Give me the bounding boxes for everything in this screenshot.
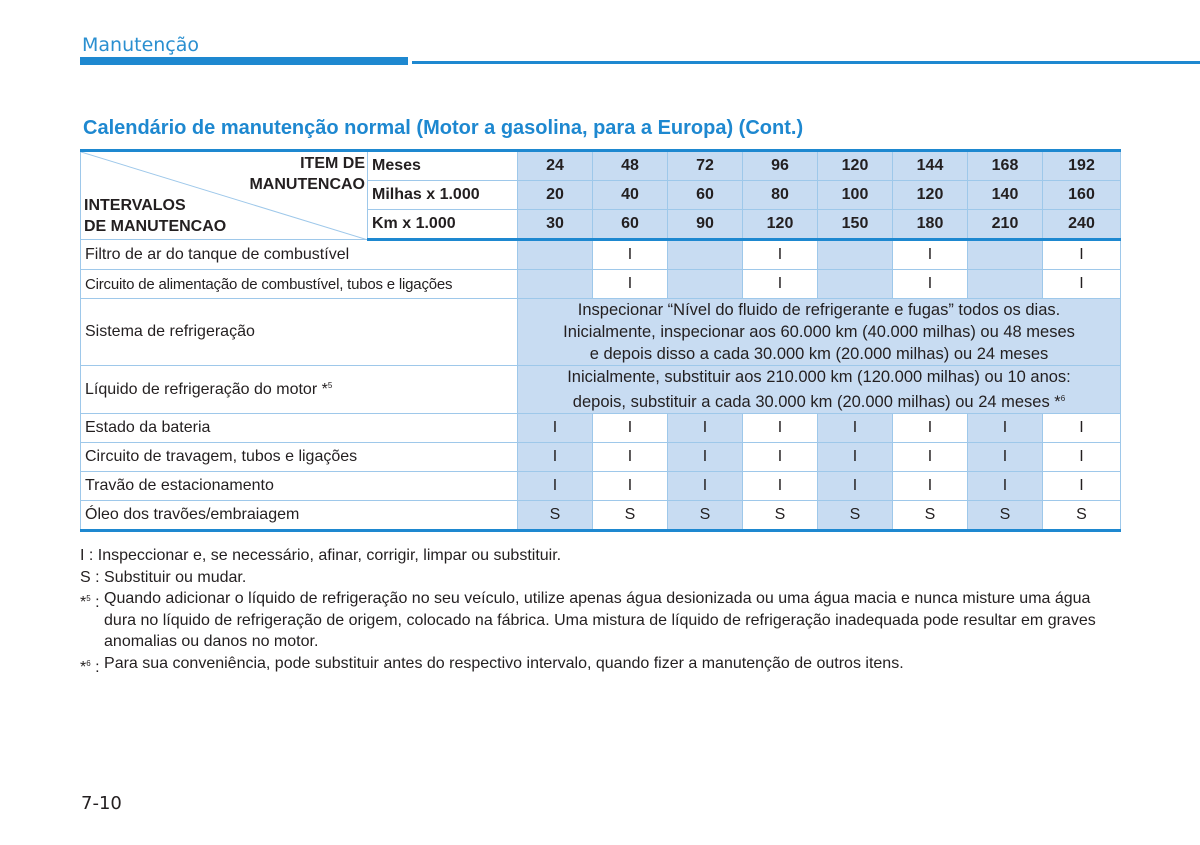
table-row bbox=[81, 472, 1121, 501]
schedule-cell: S bbox=[968, 501, 1043, 531]
schedule-cell: I bbox=[593, 472, 668, 501]
interval-value: 24 bbox=[518, 151, 593, 181]
interval-value: 168 bbox=[968, 151, 1043, 181]
schedule-cell: I bbox=[1043, 443, 1121, 472]
interval-value: 144 bbox=[893, 151, 968, 181]
schedule-cell: I bbox=[968, 443, 1043, 472]
page-number: 7-10 bbox=[81, 793, 122, 814]
interval-unit-label: Meses bbox=[368, 151, 518, 181]
schedule-cell: I bbox=[668, 414, 743, 443]
corner-item-line: MANUTENCAO bbox=[249, 176, 365, 193]
schedule-cell bbox=[968, 240, 1043, 270]
interval-value: 40 bbox=[593, 181, 668, 210]
maintenance-item-label: Estado da bateria bbox=[85, 419, 211, 436]
maintenance-item-label: Líquido de refrigeração do motor * bbox=[85, 380, 328, 398]
maintenance-item-label: Sistema de refrigeração bbox=[85, 323, 255, 340]
note-key-separator: : bbox=[90, 658, 105, 676]
footnote-ref: 6 bbox=[86, 658, 91, 668]
table-row bbox=[81, 443, 1121, 472]
note-key-separator: : bbox=[90, 594, 105, 611]
schedule-cell: I bbox=[518, 414, 593, 443]
maintenance-item bbox=[81, 472, 518, 501]
legend-note bbox=[80, 588, 1120, 653]
maintenance-item bbox=[81, 240, 518, 270]
interval-value: 72 bbox=[668, 151, 743, 181]
interval-note-line: depois, substituir a cada 30.000 km (20.000 milhas) ou 24 meses * bbox=[572, 393, 1061, 411]
schedule-cell bbox=[518, 240, 593, 270]
interval-value: 120 bbox=[893, 181, 968, 210]
schedule-cell bbox=[518, 270, 593, 299]
chapter-title: Manutenção bbox=[82, 34, 200, 56]
schedule-cell: I bbox=[1043, 472, 1121, 501]
schedule-cell: I bbox=[743, 270, 818, 299]
note-key-symbol: I : bbox=[80, 547, 98, 564]
interval-value: 30 bbox=[518, 210, 593, 240]
interval-note-line: Inspecionar “Nível do fluido de refrigerante e fugas” todos os dias. bbox=[577, 301, 1061, 319]
interval-value: 80 bbox=[743, 181, 818, 210]
maintenance-schedule-table bbox=[80, 149, 1121, 532]
header-row bbox=[81, 151, 1121, 181]
schedule-cell: I bbox=[518, 472, 593, 501]
schedule-cell: I bbox=[818, 472, 893, 501]
table-row bbox=[81, 501, 1121, 531]
note-key bbox=[80, 653, 104, 679]
header-corner bbox=[81, 151, 368, 240]
interval-value: 150 bbox=[818, 210, 893, 240]
maintenance-item-label: Filtro de ar do tanque de combustível bbox=[85, 246, 350, 263]
schedule-cell: S bbox=[743, 501, 818, 531]
schedule-cell: I bbox=[593, 443, 668, 472]
schedule-cell: S bbox=[1043, 501, 1121, 531]
maintenance-item-label: Circuito de alimentação de combustível, tubos e ligações bbox=[85, 275, 453, 293]
interval-value: 120 bbox=[743, 210, 818, 240]
table-row bbox=[81, 270, 1121, 299]
maintenance-item bbox=[81, 270, 518, 299]
schedule-cell: I bbox=[893, 240, 968, 270]
schedule-cell: I bbox=[743, 443, 818, 472]
maintenance-item bbox=[81, 366, 518, 414]
note-key bbox=[80, 588, 104, 653]
note-key bbox=[80, 567, 104, 589]
interval-note-line: Inicialmente, substituir aos 210.000 km (120.000 milhas) ou 10 anos: bbox=[567, 368, 1071, 386]
interval-value: 60 bbox=[668, 181, 743, 210]
note-text: Substituir ou mudar. bbox=[104, 568, 247, 586]
schedule-cell: I bbox=[968, 414, 1043, 443]
schedule-cell bbox=[668, 240, 743, 270]
header-bar bbox=[80, 57, 408, 65]
schedule-cell: I bbox=[743, 414, 818, 443]
note-text: Quando adicionar o líquido de refrigeração no seu veículo, utilize apenas água desionizada ou uma água macia e nunca misture uma água dura no líquido de refrigeração de origem, colocado na fábrica. Uma mistura de líquido de refrigeração inadequada pode resultar em graves anomalias ou danos no motor. bbox=[104, 590, 1096, 650]
note-key-symbol: * bbox=[80, 594, 87, 611]
note-text: Inspeccionar e, se necessário, afinar, corrigir, limpar ou substituir. bbox=[97, 547, 562, 564]
section-title: Calendário de manutenção normal (Motor a gasolina, para a Europa) (Cont.) bbox=[83, 117, 804, 139]
schedule-cell: I bbox=[1043, 414, 1121, 443]
schedule-cell: I bbox=[818, 414, 893, 443]
note-key-symbol: * bbox=[80, 658, 87, 676]
table-row bbox=[81, 414, 1121, 443]
schedule-cell bbox=[968, 270, 1043, 299]
maintenance-item bbox=[81, 299, 518, 366]
interval-value: 192 bbox=[1043, 151, 1121, 181]
interval-note-cell bbox=[518, 366, 1121, 414]
schedule-cell: I bbox=[743, 472, 818, 501]
schedule-cell bbox=[818, 270, 893, 299]
maintenance-item bbox=[81, 443, 518, 472]
footnote-ref: 5 bbox=[86, 594, 91, 603]
interval-value: 140 bbox=[968, 181, 1043, 210]
legend-note bbox=[80, 545, 1120, 567]
schedule-cell: I bbox=[968, 472, 1043, 501]
schedule-cell: S bbox=[518, 501, 593, 531]
table-row bbox=[81, 366, 1121, 414]
table-row bbox=[81, 299, 1121, 366]
schedule-cell: S bbox=[593, 501, 668, 531]
schedule-cell: I bbox=[1043, 240, 1121, 270]
interval-value: 60 bbox=[593, 210, 668, 240]
footnote-ref: 5 bbox=[327, 380, 333, 390]
interval-value: 20 bbox=[518, 181, 593, 210]
schedule-cell: S bbox=[893, 501, 968, 531]
maintenance-item-label: Óleo dos travões/embraiagem bbox=[85, 506, 300, 523]
corner-interval-line: INTERVALOS bbox=[84, 197, 186, 214]
maintenance-item bbox=[81, 414, 518, 443]
header-rule bbox=[412, 61, 1200, 64]
interval-value: 48 bbox=[593, 151, 668, 181]
interval-value: 240 bbox=[1043, 210, 1121, 240]
schedule-cell: I bbox=[668, 472, 743, 501]
maintenance-item-label: Circuito de travagem, tubos e ligações bbox=[85, 448, 358, 465]
schedule-cell: I bbox=[893, 443, 968, 472]
corner-interval-line: DE MANUTENCAO bbox=[84, 218, 227, 235]
interval-note-line: Inicialmente, inspecionar aos 60.000 km (40.000 milhas) ou 48 meses bbox=[563, 323, 1075, 341]
note-text: Para sua conveniência, pode substituir antes do respectivo intervalo, quando fizer a manutenção de outros itens. bbox=[104, 654, 904, 672]
schedule-cell: I bbox=[668, 443, 743, 472]
note-key bbox=[80, 545, 98, 567]
schedule-cell: I bbox=[1043, 270, 1121, 299]
legend-notes bbox=[80, 545, 1120, 678]
footnote-ref: 6 bbox=[1060, 394, 1066, 403]
interval-value: 120 bbox=[818, 151, 893, 181]
schedule-cell bbox=[668, 270, 743, 299]
note-key-symbol: S : bbox=[80, 568, 105, 586]
interval-value: 96 bbox=[743, 151, 818, 181]
schedule-cell: I bbox=[893, 414, 968, 443]
maintenance-item-label: Travão de estacionamento bbox=[85, 477, 274, 494]
interval-value: 90 bbox=[668, 210, 743, 240]
schedule-cell: I bbox=[818, 443, 893, 472]
schedule-cell: I bbox=[593, 414, 668, 443]
legend-note bbox=[80, 567, 1120, 589]
interval-note-line: e depois disso a cada 30.000 km (20.000 milhas) ou 24 meses bbox=[589, 345, 1049, 363]
schedule-cell: I bbox=[593, 240, 668, 270]
schedule-cell: I bbox=[893, 472, 968, 501]
interval-value: 100 bbox=[818, 181, 893, 210]
schedule-cell: I bbox=[743, 240, 818, 270]
legend-note bbox=[80, 653, 1120, 679]
interval-unit-label: Km x 1.000 bbox=[368, 210, 518, 240]
schedule-cell bbox=[818, 240, 893, 270]
interval-value: 160 bbox=[1043, 181, 1121, 210]
schedule-cell: S bbox=[818, 501, 893, 531]
schedule-cell: S bbox=[668, 501, 743, 531]
interval-value: 210 bbox=[968, 210, 1043, 240]
schedule-cell: I bbox=[593, 270, 668, 299]
schedule-cell: I bbox=[518, 443, 593, 472]
schedule-cell: I bbox=[893, 270, 968, 299]
interval-note-cell bbox=[518, 299, 1121, 366]
interval-value: 180 bbox=[893, 210, 968, 240]
interval-unit-label: Milhas x 1.000 bbox=[368, 181, 518, 210]
corner-item-line: ITEM DE bbox=[300, 155, 365, 172]
table-row bbox=[81, 240, 1121, 270]
corner-item-label bbox=[249, 153, 365, 195]
maintenance-item bbox=[81, 501, 518, 531]
corner-interval-label bbox=[84, 195, 226, 237]
